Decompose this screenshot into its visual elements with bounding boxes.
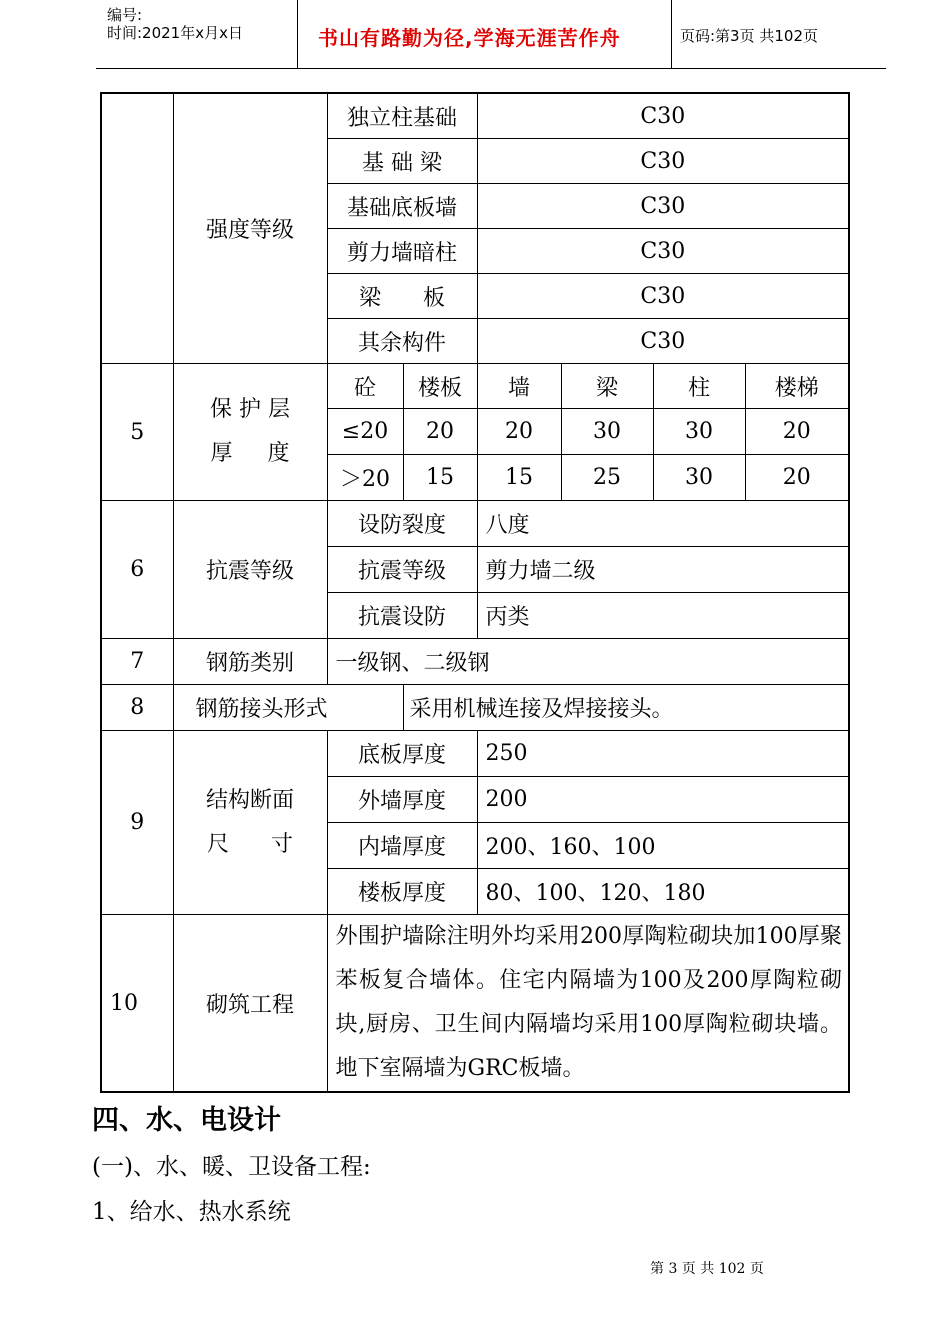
row-number: 9 (101, 731, 173, 915)
item-heading: 1、给水、热水系统 (92, 1199, 291, 1225)
section-value: 250 (477, 731, 849, 777)
strength-item: 基础底板墙 (327, 184, 477, 229)
seismic-item: 抗震等级 (327, 547, 477, 593)
cover-header: 梁 (561, 364, 653, 409)
table-row (101, 364, 849, 409)
strength-value: C30 (477, 93, 849, 139)
cover-cell: 20 (745, 455, 849, 501)
strength-title: 强度等级 (173, 93, 327, 364)
strength-item: 剪力墙暗柱 (327, 229, 477, 274)
masonry-title: 砌筑工程 (173, 915, 327, 1093)
strength-value: C30 (477, 274, 849, 319)
cover-header: 楼板 (403, 364, 477, 409)
table-row (101, 685, 849, 731)
cover-header: 楼梯 (745, 364, 849, 409)
strength-item: 独立柱基础 (327, 93, 477, 139)
section-value: 200、160、100 (477, 823, 849, 869)
section-item: 内墙厚度 (327, 823, 477, 869)
table-row (101, 639, 849, 685)
header-motto: 书山有路勤为径,学海无涯苦作舟 (318, 26, 621, 50)
masonry-text: 外围护墙除注明外均采用200厚陶粒砌块加100厚聚苯板复合墙体。住宅内隔墙为100及200厚陶粒砌块,厨房、卫生间内隔墙均采用100厚陶粒砌块墙。地下室隔墙为GRC板墙。 (327, 915, 849, 1093)
cover-cell: 20 (477, 409, 561, 455)
strength-value: C30 (477, 319, 849, 364)
strength-value: C30 (477, 229, 849, 274)
section-title-line2: 尺 寸 (207, 831, 293, 857)
row-number: 5 (101, 364, 173, 501)
row-number: 7 (101, 639, 173, 685)
strength-item: 其余构件 (327, 319, 477, 364)
seismic-title: 抗震等级 (173, 501, 327, 639)
rebar-joint-title: 钢筋接头形式 (173, 685, 403, 731)
cover-title-line1: 保 护 层 (210, 397, 290, 422)
table-row (101, 731, 849, 777)
row-number: 8 (101, 685, 173, 731)
seismic-value: 八度 (477, 501, 849, 547)
cover-cell: 15 (477, 455, 561, 501)
cover-cell: 15 (403, 455, 477, 501)
section-item: 楼板厚度 (327, 869, 477, 915)
section-value: 80、100、120、180 (477, 869, 849, 915)
cover-header: 墙 (477, 364, 561, 409)
strength-value: C30 (477, 139, 849, 184)
section-heading: 四、水、电设计 (92, 1105, 281, 1136)
page-label: 页码:第3页 共102页 (680, 27, 818, 45)
row-number: 10 (101, 915, 173, 1093)
rebar-type-value: 一级钢、二级钢 (327, 639, 849, 685)
strength-value: C30 (477, 184, 849, 229)
cover-cell: 20 (403, 409, 477, 455)
header-divider-right (671, 0, 672, 68)
doc-number-label: 编号: (107, 6, 143, 24)
cover-cell: 25 (561, 455, 653, 501)
rebar-joint-value: 采用机械连接及焊接接头。 (403, 685, 849, 731)
time-label: 时间:2021年x月x日 (107, 24, 243, 42)
cover-header: 砼 (327, 364, 403, 409)
header-divider-left (297, 0, 298, 68)
seismic-item: 设防裂度 (327, 501, 477, 547)
section-value: 200 (477, 777, 849, 823)
sub-heading: (一)、水、暖、卫设备工程: (92, 1154, 371, 1180)
cover-cell: 20 (745, 409, 849, 455)
seismic-item: 抗震设防 (327, 593, 477, 639)
section-item: 底板厚度 (327, 731, 477, 777)
rebar-type-title: 钢筋类别 (173, 639, 327, 685)
strength-item: 基 础 梁 (327, 139, 477, 184)
section-item: 外墙厚度 (327, 777, 477, 823)
strength-no-cell (101, 93, 173, 364)
strength-item: 梁 板 (327, 274, 477, 319)
page-footer: 第 3 页 共 102 页 (650, 1261, 764, 1277)
cover-title-line2: 厚 度 (210, 441, 290, 466)
row-number: 6 (101, 501, 173, 639)
seismic-value: 剪力墙二级 (477, 547, 849, 593)
header-rule (96, 68, 886, 69)
table-row (101, 501, 849, 547)
section-title-line1: 结构断面 (205, 787, 294, 813)
table-row (101, 915, 849, 1093)
table-row (101, 93, 849, 139)
cover-title (173, 364, 327, 501)
cover-cell: 30 (653, 409, 745, 455)
section-title (173, 731, 327, 915)
cover-cell: 30 (561, 409, 653, 455)
cover-cell: ≤20 (327, 409, 403, 455)
structure-spec-table (100, 92, 850, 1093)
cover-cell: ＞20 (327, 455, 403, 501)
seismic-value: 丙类 (477, 593, 849, 639)
cover-cell: 30 (653, 455, 745, 501)
cover-header: 柱 (653, 364, 745, 409)
